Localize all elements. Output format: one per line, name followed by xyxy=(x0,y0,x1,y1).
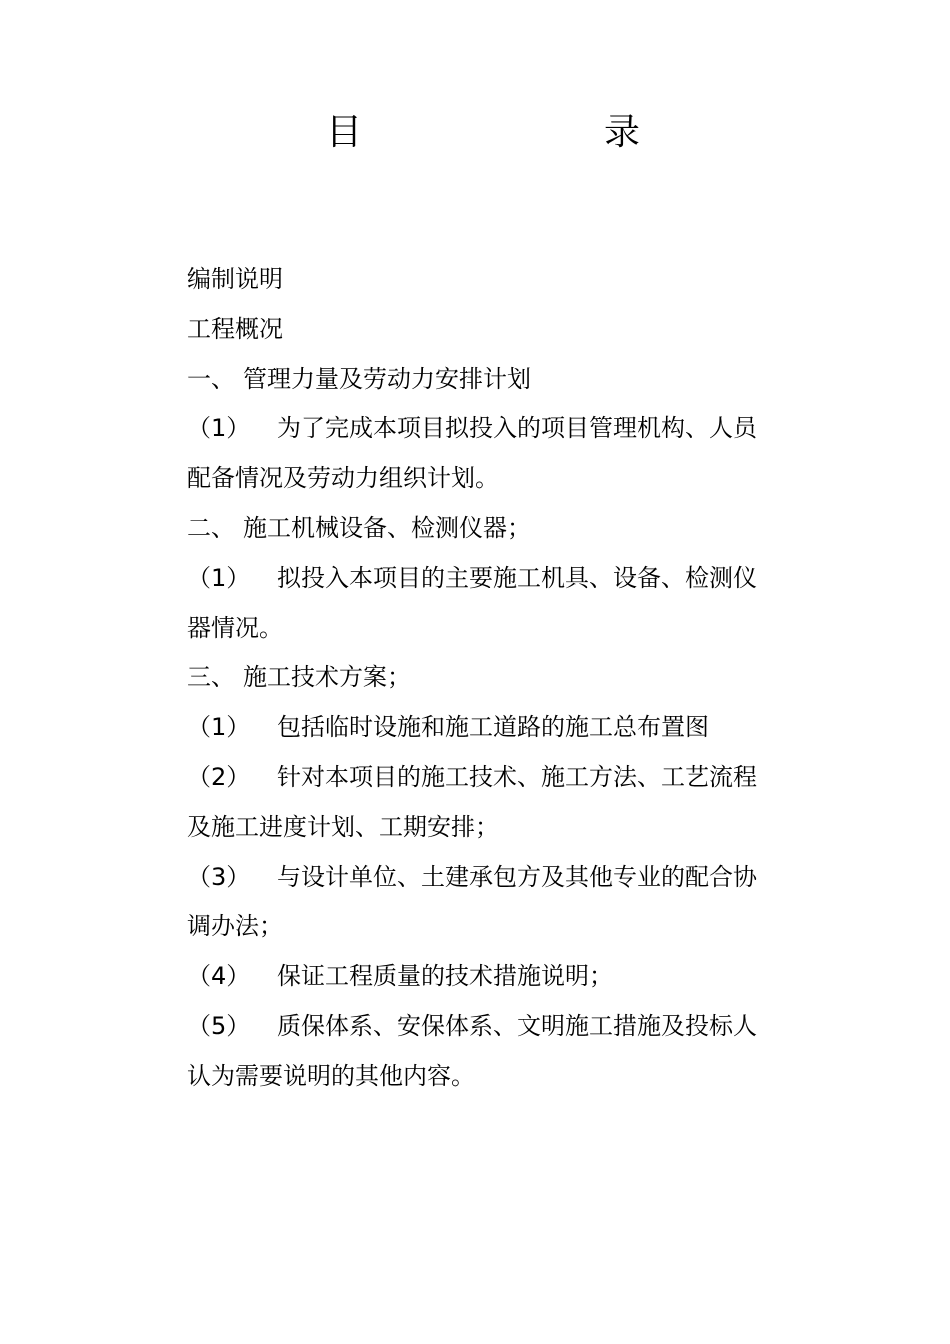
toc-item-1-1-continued xyxy=(187,454,787,504)
section-title: 施工技术方案； xyxy=(243,663,411,692)
item-number: （3） xyxy=(187,862,251,891)
table-of-contents xyxy=(187,255,787,1102)
toc-item-3-3-continued xyxy=(187,902,787,952)
toc-entry-project-overview xyxy=(187,305,787,355)
toc-item-2-1 xyxy=(187,554,787,604)
toc-item-3-4 xyxy=(187,952,787,1002)
toc-entry-text: 工程概况 xyxy=(187,314,283,343)
toc-entry-compilation-notes xyxy=(187,255,787,305)
toc-item-3-2 xyxy=(187,753,787,803)
section-number: 一、 xyxy=(187,364,235,393)
item-number: （1） xyxy=(187,414,251,443)
section-title: 管理力量及劳动力安排计划 xyxy=(243,364,531,393)
toc-item-1-1 xyxy=(187,404,787,454)
title-char-2: 录 xyxy=(604,112,641,153)
item-text: 认为需要说明的其他内容。 xyxy=(187,1061,475,1090)
item-number: （1） xyxy=(187,563,251,592)
toc-item-3-5 xyxy=(187,1002,787,1052)
section-number: 二、 xyxy=(187,513,235,542)
item-number: （1） xyxy=(187,713,251,742)
item-text: 器情况。 xyxy=(187,613,283,642)
item-number: （5） xyxy=(187,1011,251,1040)
page-title xyxy=(0,108,950,158)
toc-section-1 xyxy=(187,355,787,405)
item-text: 及施工进度计划、工期安排； xyxy=(187,812,499,841)
item-number: （4） xyxy=(187,962,251,991)
toc-section-2 xyxy=(187,504,787,554)
item-text: 为了完成本项目拟投入的项目管理机构、人员 xyxy=(277,414,757,443)
item-number: （2） xyxy=(187,762,251,791)
item-text: 配备情况及劳动力组织计划。 xyxy=(187,464,499,493)
item-text: 质保体系、安保体系、文明施工措施及投标人 xyxy=(277,1011,757,1040)
toc-item-3-2-continued xyxy=(187,803,787,853)
item-text: 针对本项目的施工技术、施工方法、工艺流程 xyxy=(277,762,757,791)
title-char-1: 目 xyxy=(326,112,363,153)
toc-section-3 xyxy=(187,653,787,703)
item-text: 调办法； xyxy=(187,912,283,941)
toc-item-3-5-continued xyxy=(187,1052,787,1102)
section-title: 施工机械设备、检测仪器； xyxy=(243,513,531,542)
item-text: 拟投入本项目的主要施工机具、设备、检测仪 xyxy=(277,563,757,592)
section-number: 三、 xyxy=(187,663,235,692)
toc-item-3-3 xyxy=(187,853,787,903)
item-text: 与设计单位、土建承包方及其他专业的配合协 xyxy=(277,862,757,891)
toc-item-2-1-continued xyxy=(187,604,787,654)
toc-entry-text: 编制说明 xyxy=(187,265,283,293)
item-text: 包括临时设施和施工道路的施工总布置图 xyxy=(277,713,709,742)
toc-item-3-1 xyxy=(187,703,787,753)
item-text: 保证工程质量的技术措施说明； xyxy=(277,962,613,991)
